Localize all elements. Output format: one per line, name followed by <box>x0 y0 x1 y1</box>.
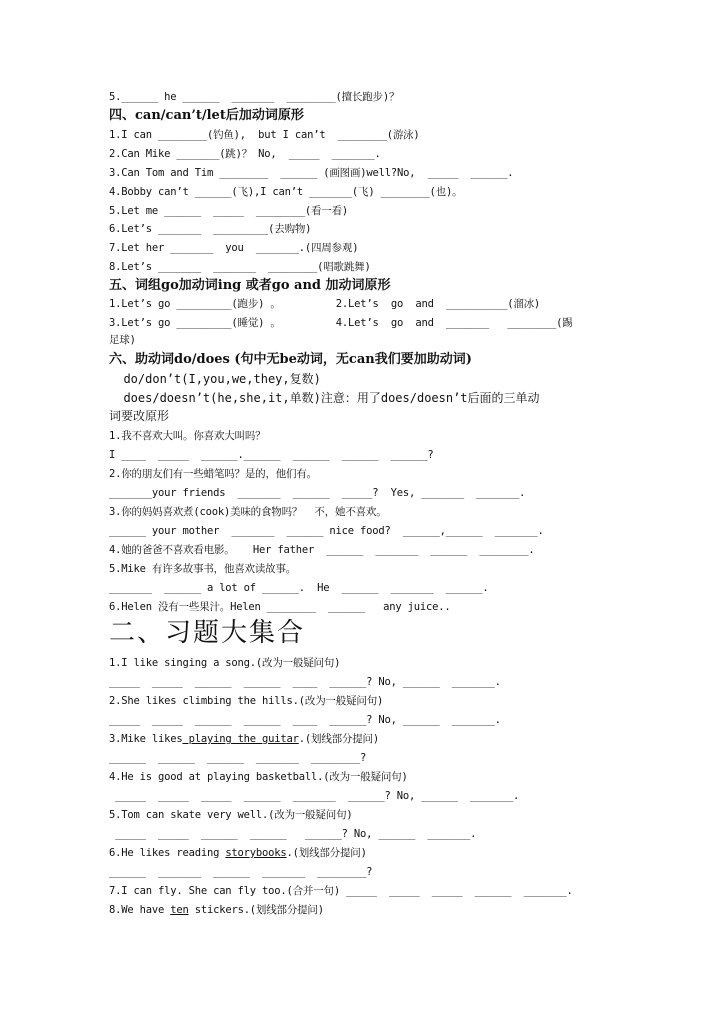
ex-3-post: .(划线部分提问) <box>298 733 379 745</box>
ex-6 <box>109 846 624 860</box>
s4-item-6: 6.Let’s _______ _________(去购物) <box>109 223 312 235</box>
section6-heading: 六、助动词do/does (句中无be动词，无can我们要加助动词) <box>109 352 472 367</box>
ex-6-line: ______ _______ ______ _______ ________? <box>109 866 373 878</box>
ex-8-pre: 8.We have <box>109 904 171 916</box>
s6-q5-line: _______ ______ a lot of ______. He ______ _______ ______. <box>109 582 489 594</box>
ex-4-line: _____ _____ _____ ______ _______ ______? No, ______ _______. <box>109 790 520 802</box>
s4-item-7: 7.Let her _______ you _______.(四周参观) <box>109 242 359 254</box>
s6-q1-line: I ____ _____ ______.______ ______ ______ ______? <box>109 449 434 461</box>
ex-5: 5.Tom can skate very well.(改为一般疑问句) <box>109 809 353 821</box>
s4-item-1: 1.I can ________(钓鱼), but I can’t ________(游泳) <box>109 129 420 141</box>
s6-q4: 4.她的爸爸不喜欢看电影。 Her father ______ _______ ______ ________. <box>109 544 535 556</box>
s5-row-1: 1.Let’s go _________(跑步) 。 2.Let’s go and __________(溜冰) <box>109 298 541 310</box>
s4-prev-item-5: 5.______ he ______ _______ ________(擅长跑步)？ <box>109 91 400 103</box>
ex-3-underlined: playing the guitar <box>182 733 299 745</box>
ex-8-underlined: ten <box>170 904 189 916</box>
s6-q6: 6.Helen 没有一些果汁。Helen ________ ______ any juice.. <box>109 601 451 613</box>
s6-q5: 5.Mike 有许多故事书，他喜欢读故事。 <box>109 563 297 575</box>
s4-item-5: 5.Let me ______ _____ ________(看一看) <box>109 205 349 217</box>
s4-item-3: 3.Can Tom and Tim ________ ______ (画图画)well?No, _____ ______. <box>109 167 514 179</box>
s4-item-8: 8.Let’s _______ _______ ________(唱歌跳舞) <box>109 261 371 273</box>
ex-8-post: stickers.(划线部分提问) <box>188 904 324 916</box>
s4-item-2: 2.Can Mike _______(跳)？ No, _____ _______. <box>109 148 381 160</box>
s6-note-1: do/don’t(I,you,we,they,复数) <box>109 372 321 386</box>
ex-3 <box>109 732 624 746</box>
s4-item-4: 4.Bobby can’t ______(飞),I can’t _______(飞) ________(也)。 <box>109 186 463 198</box>
ex-5-line: _____ _____ ______ ______ ______? No, ______ _______. <box>109 828 477 840</box>
s6-q2: 2.你的朋友们有一些蜡笔吗？是的，他们有。 <box>109 468 317 480</box>
ex-3-pre: 3.Mike likes <box>109 733 183 745</box>
s6-q2-line: _______your friends _______ ______ _____? Yes, _______ _______. <box>109 487 526 499</box>
ex-6-underlined: storybooks <box>225 847 287 859</box>
ex-1-line: _____ _____ ______ ______ ____ ______? No, ______ _______. <box>109 676 501 688</box>
s6-q3-line: ______ your mother _______ ______ nice food? ______,______ _______. <box>109 525 544 537</box>
section4-heading: 四、can/can’t/let后加动词原形 <box>109 108 304 123</box>
section5-heading: 五、词组go加动词ing 或者go and 加动词原形 <box>109 278 391 293</box>
part2-title: 二、习题大集合 <box>109 618 306 648</box>
ex-2: 2.She likes climbing the hills.(改为一般疑问句) <box>109 695 384 707</box>
s6-note-2: does/doesn’t(he,she,it,单数)注意：用了does/doesn’t后面的三单动 <box>109 391 540 405</box>
s5-row-2-wrap: 足球) <box>109 334 136 346</box>
s6-q1: 1.我不喜欢大叫。你喜欢大叫吗？ <box>109 430 266 442</box>
ex-7: 7.I can fly. She can fly too.(合并一句) _____ _____ _____ ______ _______. <box>109 885 573 897</box>
ex-6-pre: 6.He likes reading <box>109 847 226 859</box>
ex-6-post: .(划线部分提问) <box>286 847 367 859</box>
s5-row-2: 3.Let’s go _________(睡觉) 。 4.Let’s go and _______ ________(踢 <box>109 317 573 329</box>
s6-q3: 3.你的妈妈喜欢煮(cook)美味的食物吗？ 不，她不喜欢。 <box>109 506 387 518</box>
s6-note-2-wrap: 词要改原形 <box>109 409 170 423</box>
ex-1: 1.I like singing a song.(改为一般疑问句) <box>109 657 341 669</box>
ex-8 <box>109 903 624 917</box>
ex-3-line: ______ ______ ______ _______ ________? <box>109 752 367 764</box>
ex-2-line: _____ _____ ______ ______ ____ ______? No, ______ _______. <box>109 714 501 726</box>
ex-4: 4.He is good at playing basketball.(改为一般疑问句) <box>109 771 408 783</box>
